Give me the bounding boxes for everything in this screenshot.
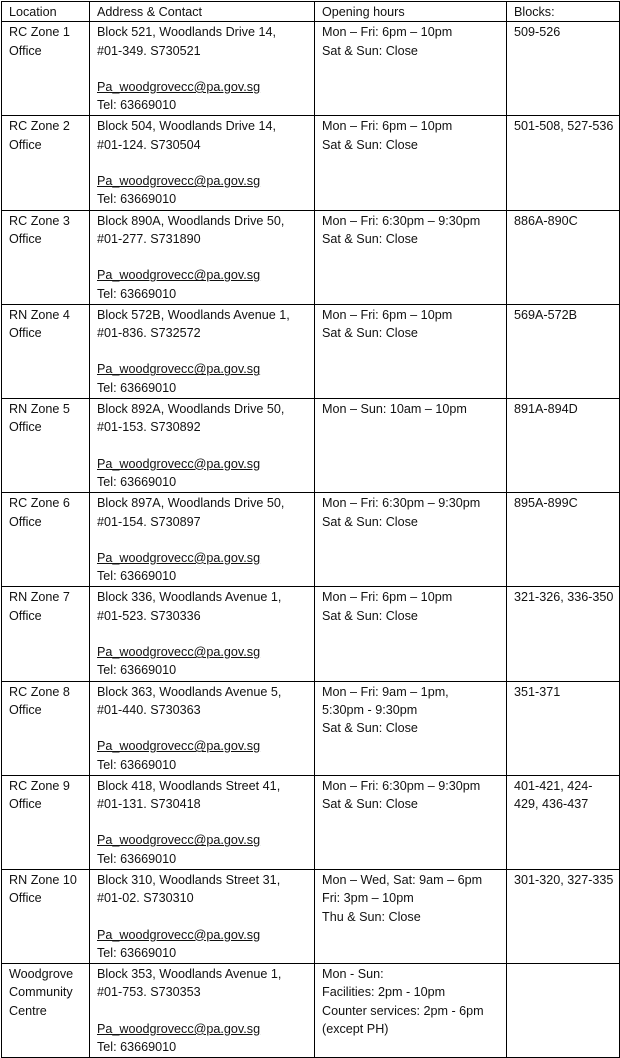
- telephone: Tel: 63669010: [97, 474, 177, 489]
- hours-cell: [315, 116, 507, 210]
- address-cell: [90, 116, 315, 210]
- address-line-1: Block 353, Woodlands Avenue 1,: [97, 967, 282, 982]
- address-line-2: #01-124. S730504: [97, 137, 201, 152]
- email-link[interactable]: Pa_woodgrovecc@pa.gov.sg: [97, 833, 261, 848]
- blocks-range: 401-421, 424-429, 436-437: [514, 778, 593, 812]
- hours-line: Sat & Sun: Close: [322, 231, 418, 246]
- blocks-cell: [507, 869, 620, 963]
- location-name: RC Zone 6 Office: [9, 496, 70, 529]
- address-line-2: #01-153. S730892: [97, 420, 201, 435]
- email-link[interactable]: Pa_woodgrovecc@pa.gov.sg: [97, 645, 261, 660]
- location-name: RC Zone 3 Office: [9, 213, 70, 246]
- blocks-range: 509-526: [514, 25, 561, 40]
- address-line-1: Block 336, Woodlands Avenue 1,: [97, 590, 282, 605]
- blocks-cell: [507, 775, 620, 869]
- table-row: [2, 116, 620, 210]
- hours-cell: [315, 399, 507, 493]
- address-line-1: Block 892A, Woodlands Drive 50,: [97, 402, 285, 417]
- address-cell: [90, 964, 315, 1058]
- blocks-range: 891A-894D: [514, 402, 578, 417]
- blocks-range: 569A-572B: [514, 307, 578, 322]
- hours-cell: [315, 22, 507, 116]
- hours-cell: [315, 775, 507, 869]
- hours-line: Sat & Sun: Close: [322, 797, 418, 812]
- hours-line: Mon – Wed, Sat: 9am – 6pm: [322, 872, 483, 887]
- blocks-cell: [507, 22, 620, 116]
- address-spacer: [97, 719, 310, 737]
- address-spacer: [97, 531, 310, 549]
- hours-cell: [315, 587, 507, 681]
- table-row: [2, 775, 620, 869]
- telephone: Tel: 63669010: [97, 945, 177, 960]
- address-line-2: #01-523. S730336: [97, 608, 201, 623]
- address-line-2: #01-440. S730363: [97, 702, 201, 717]
- blocks-cell: [507, 587, 620, 681]
- hours-line: Sat & Sun: Close: [322, 43, 418, 58]
- telephone: Tel: 63669010: [97, 663, 177, 678]
- table-row: [2, 964, 620, 1058]
- table-row: [2, 304, 620, 398]
- email-link[interactable]: Pa_woodgrovecc@pa.gov.sg: [97, 739, 261, 754]
- header-blocks: Blocks:: [507, 2, 620, 22]
- hours-cell: [315, 493, 507, 587]
- address-line-2: #01-154. S730897: [97, 514, 201, 529]
- email-link[interactable]: Pa_woodgrovecc@pa.gov.sg: [97, 174, 261, 189]
- location-name: Woodgrove Community Centre: [9, 967, 74, 1018]
- hours-line: Sat & Sun: Close: [322, 326, 418, 341]
- telephone: Tel: 63669010: [97, 192, 177, 207]
- telephone: Tel: 63669010: [97, 851, 177, 866]
- hours-line: Sat & Sun: Close: [322, 721, 418, 736]
- table-body: [2, 22, 620, 1058]
- hours-cell: [315, 304, 507, 398]
- email-link[interactable]: Pa_woodgrovecc@pa.gov.sg: [97, 268, 261, 283]
- address-line-2: #01-836. S732572: [97, 326, 201, 341]
- address-cell: [90, 22, 315, 116]
- table-row: [2, 681, 620, 775]
- address-cell: [90, 304, 315, 398]
- blocks-cell: [507, 210, 620, 304]
- blocks-range: 501-508, 527-536: [514, 119, 614, 134]
- address-line-2: #01-753. S730353: [97, 985, 201, 1000]
- telephone: Tel: 63669010: [97, 380, 177, 395]
- location-cell: [2, 587, 90, 681]
- address-line-1: Block 572B, Woodlands Avenue 1,: [97, 307, 290, 322]
- location-name: RN Zone 4 Office: [9, 307, 70, 341]
- address-line-2: #01-131. S730418: [97, 797, 201, 812]
- hours-cell: [315, 210, 507, 304]
- hours-line: Sat & Sun: Close: [322, 608, 418, 623]
- header-row: [2, 2, 620, 22]
- blocks-cell: [507, 304, 620, 398]
- table-row: [2, 493, 620, 587]
- address-spacer: [97, 60, 310, 78]
- location-cell: [2, 399, 90, 493]
- address-cell: [90, 493, 315, 587]
- hours-line: Mon – Sun: 10am – 10pm: [322, 402, 467, 417]
- telephone: Tel: 63669010: [97, 98, 177, 113]
- hours-line: (except PH): [322, 1022, 389, 1037]
- address-cell: [90, 587, 315, 681]
- location-cell: [2, 493, 90, 587]
- hours-line: Fri: 3pm – 10pm: [322, 891, 414, 906]
- location-name: RN Zone 10 Office: [9, 872, 77, 906]
- blocks-cell: [507, 399, 620, 493]
- address-line-1: Block 521, Woodlands Drive 14,: [97, 25, 276, 40]
- hours-line: Mon – Fri: 6pm – 10pm: [322, 25, 453, 40]
- location-name: RN Zone 5 Office: [9, 402, 70, 435]
- address-spacer: [97, 813, 310, 831]
- blocks-cell: [507, 493, 620, 587]
- location-name: RC Zone 2 Office: [9, 119, 70, 152]
- hours-line: Mon - Sun:: [322, 967, 384, 982]
- blocks-cell: [507, 681, 620, 775]
- hours-line: Sat & Sun: Close: [322, 514, 418, 529]
- location-name: RC Zone 8 Office: [9, 684, 70, 717]
- telephone: Tel: 63669010: [97, 286, 177, 301]
- location-cell: [2, 964, 90, 1058]
- location-name: RN Zone 7 Office: [9, 590, 70, 623]
- address-line-1: Block 504, Woodlands Drive 14,: [97, 119, 276, 134]
- address-line-2: #01-277. S731890: [97, 231, 201, 246]
- blocks-range: 321-326, 336-350: [514, 590, 614, 605]
- address-line-1: Block 890A, Woodlands Drive 50,: [97, 213, 285, 228]
- hours-line: Mon – Fri: 6pm – 10pm: [322, 590, 453, 605]
- header-address: Address & Contact: [90, 2, 315, 22]
- address-cell: [90, 681, 315, 775]
- address-line-1: Block 418, Woodlands Street 41,: [97, 778, 281, 793]
- location-name: RC Zone 9 Office: [9, 778, 70, 812]
- address-cell: [90, 210, 315, 304]
- address-line-2: #01-02. S730310: [97, 891, 194, 906]
- location-cell: [2, 681, 90, 775]
- address-spacer: [97, 437, 310, 455]
- address-spacer: [97, 154, 310, 172]
- address-line-1: Block 897A, Woodlands Drive 50,: [97, 496, 285, 511]
- hours-cell: [315, 681, 507, 775]
- header-location: Location: [2, 2, 90, 22]
- table-row: [2, 587, 620, 681]
- hours-cell: [315, 964, 507, 1058]
- hours-line: Mon – Fri: 6:30pm – 9:30pm: [322, 778, 481, 793]
- email-link[interactable]: Pa_woodgrovecc@pa.gov.sg: [97, 456, 261, 471]
- hours-line: Counter services: 2pm - 6pm: [322, 1003, 484, 1018]
- location-cell: [2, 775, 90, 869]
- address-line-1: Block 363, Woodlands Avenue 5,: [97, 684, 282, 699]
- email-link[interactable]: Pa_woodgrovecc@pa.gov.sg: [97, 79, 261, 94]
- telephone: Tel: 63669010: [97, 757, 177, 772]
- location-cell: [2, 116, 90, 210]
- hours-line: 5:30pm - 9:30pm: [322, 702, 418, 717]
- hours-line: Mon – Fri: 9am – 1pm,: [322, 684, 449, 699]
- telephone: Tel: 63669010: [97, 569, 177, 584]
- location-cell: [2, 210, 90, 304]
- location-cell: [2, 304, 90, 398]
- table-row: [2, 22, 620, 116]
- address-cell: [90, 869, 315, 963]
- blocks-cell: [507, 116, 620, 210]
- address-line-2: #01-349. S730521: [97, 43, 201, 58]
- blocks-range: 301-320, 327-335: [514, 872, 614, 887]
- address-spacer: [97, 908, 310, 926]
- header-hours: Opening hours: [315, 2, 507, 22]
- address-line-1: Block 310, Woodlands Street 31,: [97, 872, 281, 887]
- hours-line: Mon – Fri: 6:30pm – 9:30pm: [322, 213, 481, 228]
- table-row: [2, 210, 620, 304]
- location-name: RC Zone 1 Office: [9, 25, 70, 58]
- blocks-range: 895A-899C: [514, 496, 578, 511]
- blocks-range: 351-371: [514, 684, 561, 699]
- address-cell: [90, 775, 315, 869]
- location-cell: [2, 22, 90, 116]
- hours-line: Mon – Fri: 6:30pm – 9:30pm: [322, 496, 481, 511]
- email-link[interactable]: Pa_woodgrovecc@pa.gov.sg: [97, 362, 261, 377]
- address-spacer: [97, 342, 310, 360]
- hours-cell: [315, 869, 507, 963]
- hours-line: Facilities: 2pm - 10pm: [322, 985, 446, 1000]
- office-directory-table: [1, 1, 620, 1058]
- table-row: [2, 399, 620, 493]
- address-cell: [90, 399, 315, 493]
- table-row: [2, 869, 620, 963]
- address-spacer: [97, 248, 310, 266]
- telephone: Tel: 63669010: [97, 1040, 177, 1055]
- email-link[interactable]: Pa_woodgrovecc@pa.gov.sg: [97, 927, 261, 942]
- address-spacer: [97, 625, 310, 643]
- hours-line: Sat & Sun: Close: [322, 137, 418, 152]
- address-spacer: [97, 1002, 310, 1020]
- email-link[interactable]: Pa_woodgrovecc@pa.gov.sg: [97, 1021, 261, 1036]
- location-cell: [2, 869, 90, 963]
- hours-line: Mon – Fri: 6pm – 10pm: [322, 119, 453, 134]
- blocks-range: 886A-890C: [514, 213, 578, 228]
- hours-line: Mon – Fri: 6pm – 10pm: [322, 307, 453, 322]
- email-link[interactable]: Pa_woodgrovecc@pa.gov.sg: [97, 550, 261, 565]
- hours-line: Thu & Sun: Close: [322, 909, 421, 924]
- blocks-cell: [507, 964, 620, 1058]
